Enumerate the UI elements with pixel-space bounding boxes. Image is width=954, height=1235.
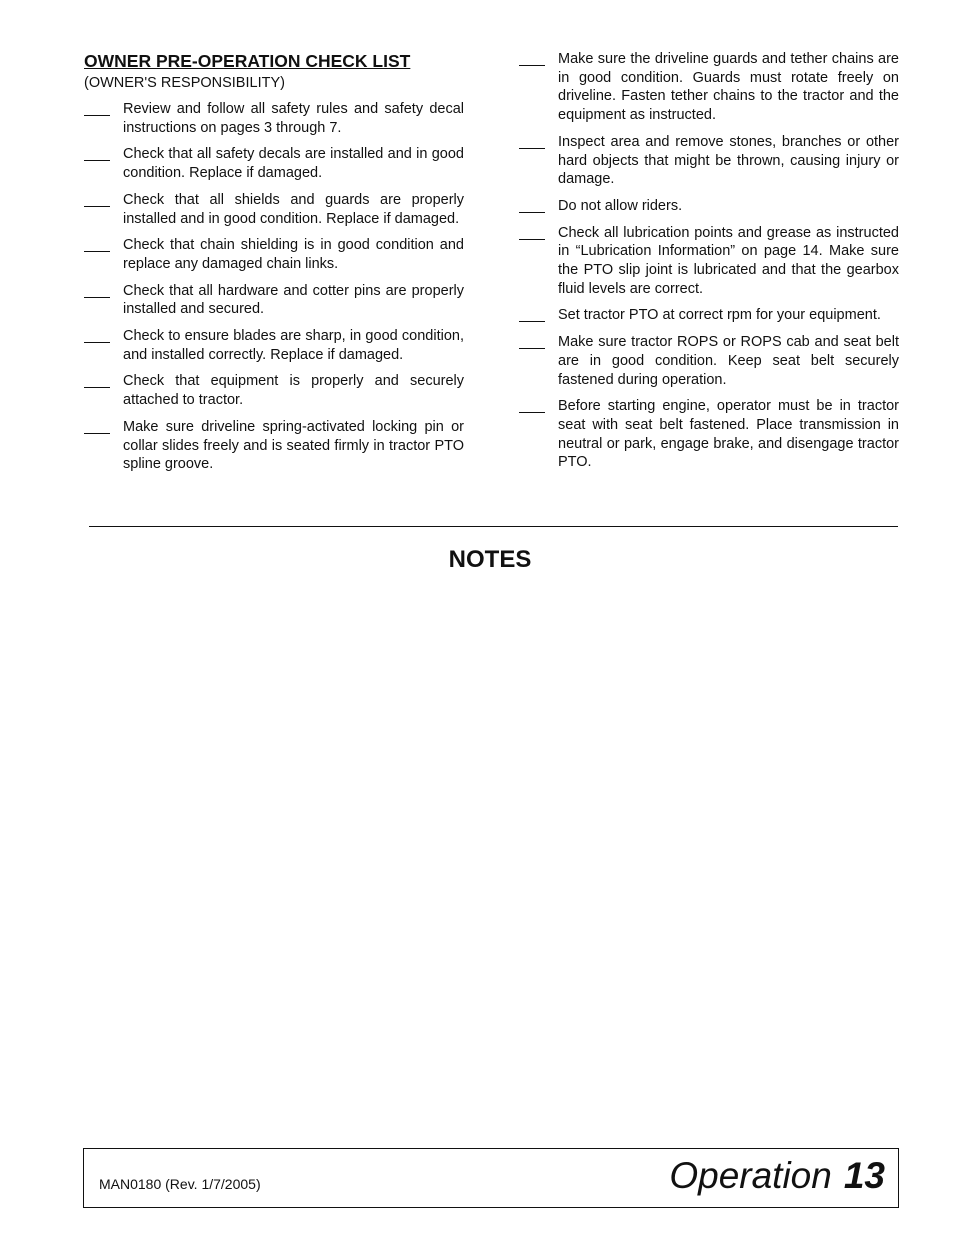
checklist-item-text: Do not allow riders. <box>558 197 683 214</box>
checklist-right-column <box>519 50 899 480</box>
checklist-item <box>84 372 464 409</box>
checklist-item-text: Check that all hardware and cotter pins are properly installed and secured. <box>123 282 464 318</box>
checklist-item <box>84 191 464 228</box>
check-blank[interactable] <box>519 307 545 322</box>
checklist-item <box>519 397 899 472</box>
checklist-item <box>84 145 464 182</box>
checklist-item-text: Make sure the driveline guards and tether chains are in good condition. Guards must rotate freely on driveline. Fasten tether chains to the tractor and the equipment as instructed. <box>558 51 899 124</box>
check-blank[interactable] <box>84 146 110 161</box>
check-blank[interactable] <box>84 373 110 388</box>
checklist-item-text: Inspect area and remove stones, branches or other hard objects that might be thrown, causing injury or damage. <box>558 133 899 188</box>
checklist-left-items <box>84 100 464 474</box>
check-blank[interactable] <box>519 134 545 149</box>
checklist-item-text: Check that all safety decals are installed and in good condition. Replace if damaged. <box>123 146 464 182</box>
section-divider <box>89 526 898 527</box>
page-number: 13 <box>843 1155 885 1196</box>
check-blank[interactable] <box>84 101 110 116</box>
checklist-item-text: Check that all shields and guards are properly installed and in good condition. Replace if damaged. <box>123 191 464 227</box>
checklist-title: OWNER PRE-OPERATION CHECK LIST <box>84 51 411 71</box>
checklist-item-text: Set tractor PTO at correct rpm for your equipment. <box>558 307 881 324</box>
check-blank[interactable] <box>84 283 110 298</box>
check-blank[interactable] <box>84 419 110 434</box>
checklist-item <box>84 327 464 364</box>
section-name: Operation <box>669 1155 832 1196</box>
checklist-item-text: Check that equipment is properly and securely attached to tractor. <box>123 373 464 409</box>
check-blank[interactable] <box>519 334 545 349</box>
checklist-right-items <box>519 50 899 472</box>
checklist-item-text: Check to ensure blades are sharp, in good condition, and installed correctly. Replace if damaged. <box>123 328 464 363</box>
checklist-item-text: Check that chain shielding is in good condition and replace any damaged chain links. <box>123 237 464 272</box>
checklist-subtitle: (OWNER'S RESPONSIBILITY) <box>84 75 285 91</box>
checklist-item-text: Make sure tractor ROPS or ROPS cab and seat belt are in good condition. Keep seat belt securely fastened during operation. <box>558 334 899 388</box>
check-blank[interactable] <box>519 225 545 240</box>
check-blank[interactable] <box>84 192 110 207</box>
checklist-item <box>84 418 464 474</box>
checklist-item-text: Review and follow all safety rules and safety decal instructions on pages 3 through 7. <box>123 101 464 136</box>
checklist-item-text: Before starting engine, operator must be in tractor seat with seat belt fastened. Place transmission in neutral or park, engage brake, and disengage tractor PTO. <box>558 398 899 471</box>
notes-title: NOTES <box>448 546 532 573</box>
checklist-item-text: Check all lubrication points and grease as instructed in “Lubrication Information” on page 14. Make sure the PTO slip joint is lubricated and that the gearbox fluid levels are correct. <box>558 224 899 297</box>
checklist-item <box>84 236 464 273</box>
check-blank[interactable] <box>519 51 545 66</box>
checklist-item <box>84 282 464 319</box>
checklist-item <box>519 133 899 189</box>
check-blank[interactable] <box>84 237 110 252</box>
checklist-item-text: Make sure driveline spring-activated locking pin or collar slides freely and is seated firmly in tractor PTO spline groove. <box>123 418 464 473</box>
check-blank[interactable] <box>519 398 545 413</box>
checklist-item <box>519 197 899 216</box>
check-blank[interactable] <box>84 328 110 343</box>
footer-section-label <box>669 1153 885 1199</box>
checklist-item <box>519 50 899 125</box>
checklist-item <box>84 100 464 137</box>
checklist-item <box>519 306 899 325</box>
page-footer <box>83 1148 899 1208</box>
checklist-item <box>519 224 899 299</box>
checklist-left-column <box>84 50 464 482</box>
check-blank[interactable] <box>519 198 545 213</box>
checklist-item <box>519 333 899 389</box>
document-id: MAN0180 (Rev. 1/7/2005) <box>99 1176 261 1192</box>
